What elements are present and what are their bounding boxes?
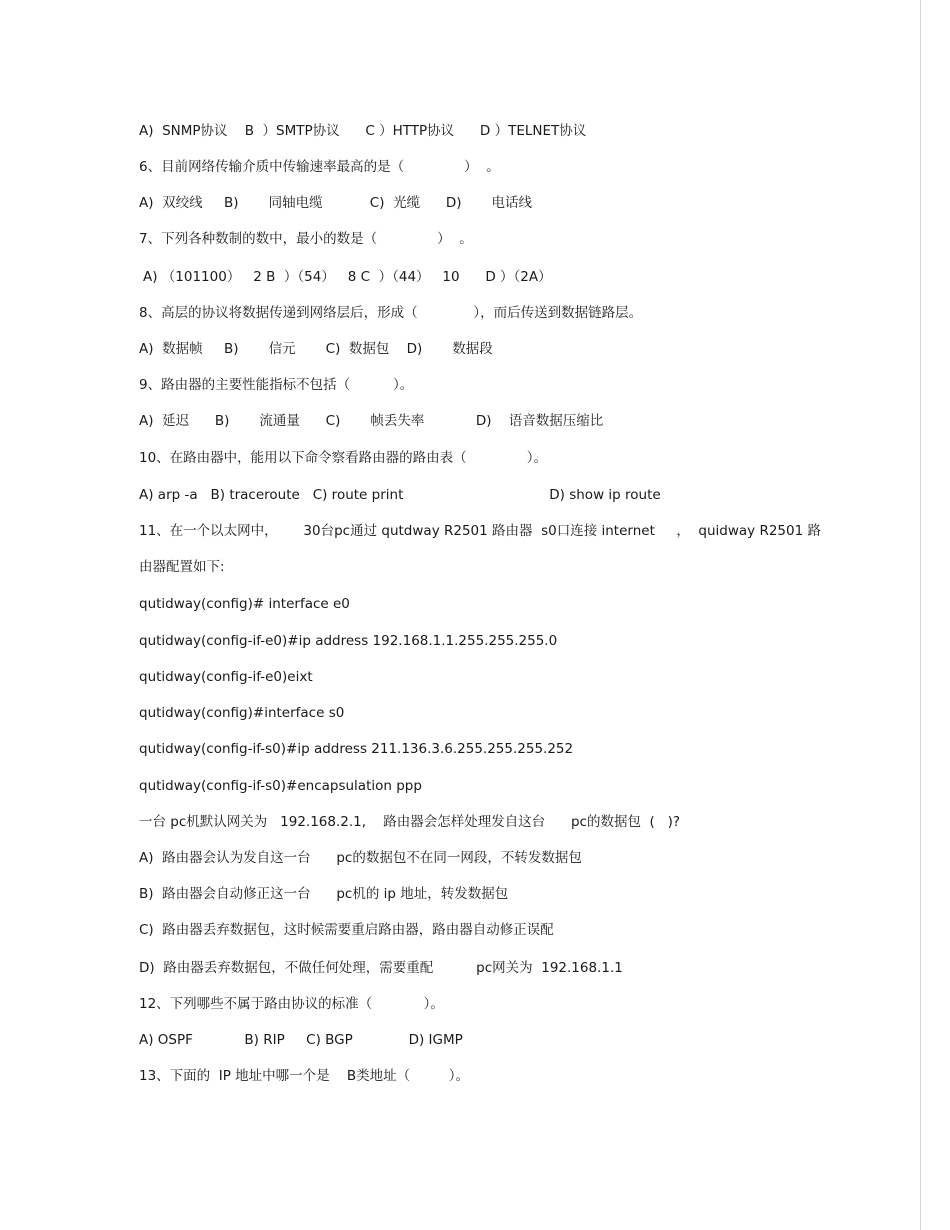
q6-options: A) 双绞线 B) 同轴电缆 C) 光缆 D) 电话线 <box>139 195 533 211</box>
q11-option-c: C) 路由器丢弃数据包，这时候需要重启路由器，路由器自动修正误配 <box>139 922 554 938</box>
q8-options: A) 数据帧 B) 信元 C) 数据包 D) 数据段 <box>139 341 493 357</box>
q7-options: A) （101100） 2 B ）（54） 8 C ）（44） 10 D ）（2A） <box>143 269 552 285</box>
q11-question-line2: 由器配置如下: <box>139 559 225 575</box>
q11-option-d: D) 路由器丢弃数据包，不做任何处理，需要重配 pc网关为 192.168.1.1 <box>139 960 623 976</box>
q11-gateway-question: 一台 pc机默认网关为 192.168.2.1, 路由器会怎样处理发自这台 pc的数据包 ( )? <box>139 814 681 830</box>
q11-question-line1: 11、在一个以太网中， 30台pc通过 qutdway R2501 路由器 s0口连接 internet ， quidway R2501 路 <box>139 523 821 539</box>
q9-options: A) 延迟 B) 流通量 C) 帧丢失率 D) 语音数据压缩比 <box>139 413 604 429</box>
q6-question: 6、目前网络传输介质中传输速率最高的是（ ） 。 <box>139 159 500 175</box>
config-line-5: qutidway(config-if-s0)#ip address 211.136.3.6.255.255.255.252 <box>139 741 574 757</box>
q5-options: A) SNMP协议 B ）SMTP协议 C ）HTTP协议 D ）TELNET协议 <box>139 123 587 139</box>
q11-option-a: A) 路由器会认为发自这一台 pc的数据包不在同一网段，不转发数据包 <box>139 850 582 866</box>
q12-question: 12、下列哪些不属于路由协议的标准（ ）。 <box>139 996 444 1012</box>
config-line-6: qutidway(config-if-s0)#encapsulation ppp <box>139 778 422 794</box>
config-line-3: qutidway(config-if-e0)eixt <box>139 669 313 685</box>
q7-question: 7、下列各种数制的数中，最小的数是（ ） 。 <box>139 231 473 247</box>
q9-question: 9、路由器的主要性能指标不包括（ ）。 <box>139 377 414 393</box>
q10-question: 10、在路由器中，能用以下命令察看路由器的路由表（ ）。 <box>139 450 548 466</box>
config-line-4: qutidway(config)#interface s0 <box>139 705 345 721</box>
q13-question: 13、下面的 IP 地址中哪一个是 B类地址（ ）。 <box>139 1068 469 1084</box>
q12-options: A) OSPF B) RIP C) BGP D) IGMP <box>139 1032 463 1048</box>
config-line-1: qutidway(config)# interface e0 <box>139 596 350 612</box>
q8-question: 8、高层的协议将数据传递到网络层后，形成（ ），而后传送到数据链路层。 <box>139 305 643 321</box>
config-line-2: qutidway(config-if-e0)#ip address 192.168.1.1.255.255.255.0 <box>139 633 558 649</box>
q10-options: A) arp -a B) traceroute C) route print D) show ip route <box>139 487 661 503</box>
page-edge-divider <box>920 0 921 1230</box>
q11-option-b: B) 路由器会自动修正这一台 pc机的 ip 地址，转发数据包 <box>139 886 509 902</box>
